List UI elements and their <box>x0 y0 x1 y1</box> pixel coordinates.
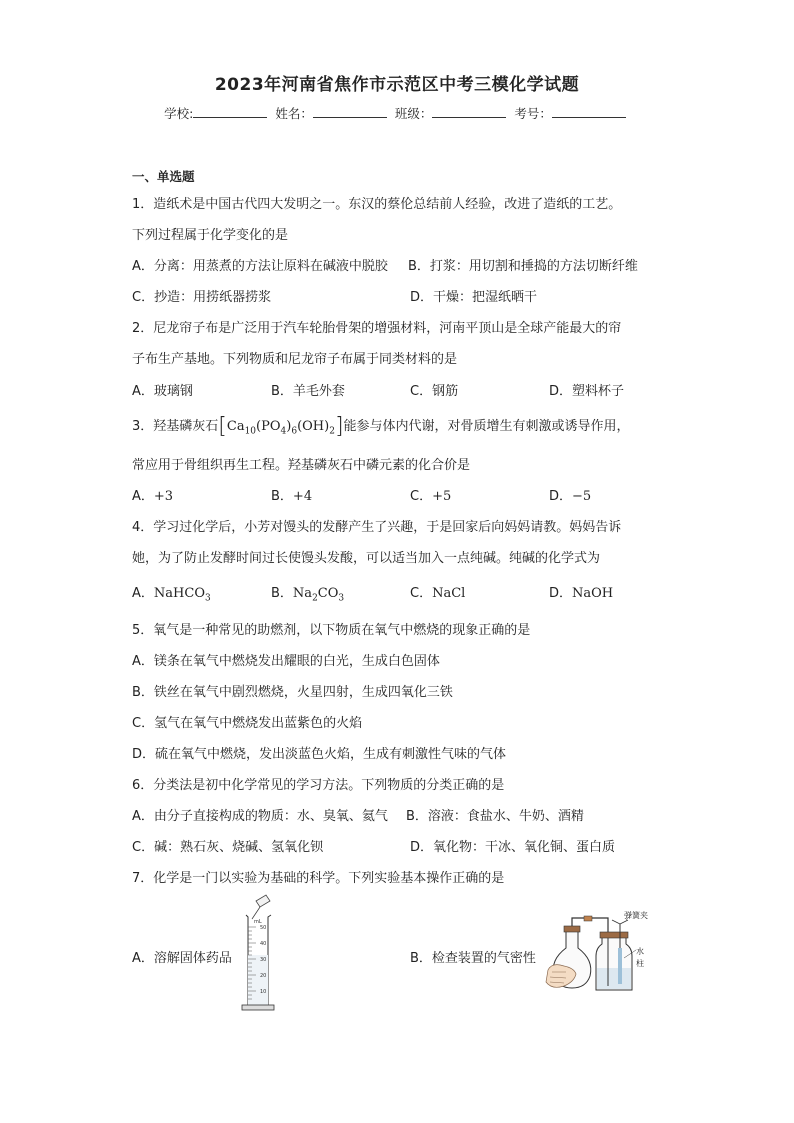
right-stopper <box>600 932 628 938</box>
q4-option-d[interactable] <box>549 582 613 601</box>
formula-oh-sub: 2 <box>329 426 335 437</box>
q3-prefix: 3．羟基磷灰石 <box>132 419 219 434</box>
q7-option-b[interactable]: B．检查装置的气密性 <box>410 951 536 966</box>
q3-b-value: +4 <box>292 489 313 504</box>
q6-option-c[interactable]: C．碱：熟石灰、烧碱、氢氧化钡 <box>132 840 324 855</box>
q5-stem: 5．氧气是一种常见的助燃剂，以下物质在氧气中燃烧的现象正确的是 <box>132 623 531 638</box>
right-bracket: ] <box>334 414 344 439</box>
funnel-top <box>612 920 628 924</box>
q3-c-label: C． <box>410 489 433 504</box>
q6-option-d[interactable]: D．氧化物：干冰、氧化铜、蛋白质 <box>410 840 616 855</box>
q2-option-a[interactable]: A．玻璃钢 <box>132 384 193 399</box>
class-blank[interactable] <box>432 105 506 118</box>
q4-a-formula <box>153 586 211 604</box>
q7-option-a[interactable]: A．溶解固体药品 <box>132 951 232 966</box>
q6-option-b[interactable]: B．溶液：食盐水、牛奶、酒精 <box>406 809 584 824</box>
q3-d-label: D． <box>549 489 573 504</box>
student-info-row <box>0 104 794 122</box>
q4-b-sub1: 2 <box>312 593 318 604</box>
formula-po: (PO <box>256 419 281 434</box>
exam-no-label: 考号： <box>514 106 552 121</box>
q2-option-c[interactable]: C．钢筋 <box>410 384 459 399</box>
q4-option-a[interactable] <box>132 582 211 604</box>
page-title: 2023年河南省焦作市示范区中考三模化学试题 <box>214 75 580 95</box>
q3-a-value: +3 <box>153 489 174 504</box>
formula-oh: (OH) <box>297 419 330 434</box>
section-heading: 一、单选题 <box>132 169 195 184</box>
cylinder-tick-40: 40 <box>260 941 267 947</box>
exam-no-blank[interactable] <box>552 105 626 118</box>
water-label: 水 <box>636 947 644 956</box>
q4-a-main: NaHCO <box>153 586 205 601</box>
q4-d-label: D． <box>549 586 573 601</box>
q2-option-b[interactable]: B．羊毛外套 <box>271 384 345 399</box>
q2-stem-line2: 子布生产基地。下列物质和尼龙帘子布属于同类材料的是 <box>132 352 458 367</box>
q1-option-b[interactable]: B．打浆：用切割和捶捣的方法切断纤维 <box>408 259 638 274</box>
q1-stem-line2: 下列过程属于化学变化的是 <box>132 228 289 243</box>
q4-c-label: C． <box>410 586 433 601</box>
q3-b-label: B． <box>271 489 293 504</box>
q3-option-d[interactable] <box>549 485 591 504</box>
q4-option-b[interactable] <box>271 582 344 604</box>
airtightness-apparatus-illustration <box>544 908 660 998</box>
q3-stem-line1 <box>132 414 630 439</box>
spring-clip-icon <box>584 916 592 921</box>
q2-stem-line1: 2．尼龙帘子布是广泛用于汽车轮胎骨架的增强材料，河南平顶山是全球产能最大的帘 <box>132 321 622 336</box>
q7-stem: 7．化学是一门以实验为基础的科学。下列实验基本操作正确的是 <box>132 871 505 886</box>
bottle-water <box>597 968 631 989</box>
paper-spatula-icon <box>256 895 270 907</box>
q5-option-c[interactable]: C．氢气在氧气中燃烧发出蓝紫色的火焰 <box>132 716 363 731</box>
name-label: 姓名： <box>275 106 313 121</box>
q3-a-label: A． <box>132 489 154 504</box>
school-label: 学校: <box>164 106 194 121</box>
column-label: 柱 <box>636 959 644 968</box>
formula-ca-sub: 10 <box>244 426 257 437</box>
graduated-cylinder-illustration <box>238 893 282 1015</box>
q3-c-value: +5 <box>432 489 452 504</box>
q6-stem: 6．分类法是初中化学常见的学习方法。下列物质的分类正确的是 <box>132 778 505 793</box>
q3-option-b[interactable] <box>271 485 312 504</box>
cylinder-unit: mL <box>254 919 262 925</box>
water-column <box>618 948 622 984</box>
formula-po-close: ) <box>286 419 292 434</box>
cylinder-base <box>242 1005 274 1010</box>
q4-b-co: CO <box>317 586 339 601</box>
cylinder-tick-50: 50 <box>260 925 267 931</box>
q1-option-a[interactable]: A．分离：用蒸煮的方法让原料在碱液中脱胶 <box>132 259 388 274</box>
q4-b-na: Na <box>292 586 313 601</box>
q4-option-c[interactable] <box>410 582 465 601</box>
q6-option-a[interactable]: A．由分子直接构成的物质：水、臭氧、氦气 <box>132 809 388 824</box>
q1-option-d[interactable]: D．干燥：把湿纸晒干 <box>410 290 538 305</box>
q3-suffix: 能参与体内代谢，对骨质增生有刺激或诱导作用， <box>343 419 630 434</box>
formula-po-sub: 4 <box>280 426 287 437</box>
cylinder-tick-30: 30 <box>260 957 267 963</box>
q3-d-value: −5 <box>572 489 592 504</box>
q4-a-sub: 3 <box>204 593 211 604</box>
q4-stem-line2: 她，为了防止发酵时间过长使馒头发酸，可以适当加入一点纯碱。纯碱的化学式为 <box>132 551 601 566</box>
q4-b-sub2: 3 <box>338 593 345 604</box>
school-blank[interactable] <box>193 105 267 118</box>
q4-c-value: NaCl <box>432 586 466 601</box>
q4-b-formula <box>292 586 345 604</box>
q1-stem-line1: 1．造纸术是中国古代四大发明之一。东汉的蔡伦总结前人经验，改进了造纸的工艺。 <box>132 197 622 212</box>
q4-b-label: B． <box>271 586 293 601</box>
q5-option-a[interactable]: A．镁条在氧气中燃烧发出耀眼的白光，生成白色固体 <box>132 654 440 669</box>
q5-option-d[interactable]: D．硫在氧气中燃烧，发出淡蓝色火焰，生成有刺激性气味的气体 <box>132 747 507 762</box>
cylinder-tick-10: 10 <box>260 989 267 995</box>
left-bracket: [ <box>218 414 227 439</box>
q4-a-label: A． <box>132 586 154 601</box>
formula-ca: Ca <box>226 419 245 434</box>
q3-formula <box>226 419 335 437</box>
spatula-handle <box>252 907 260 919</box>
cylinder-tick-20: 20 <box>260 973 267 979</box>
q3-option-c[interactable] <box>410 485 451 504</box>
left-stopper <box>564 926 580 932</box>
q2-option-d[interactable]: D．塑料杯子 <box>549 384 625 399</box>
q1-option-c[interactable]: C．抄造：用捞纸器捞浆 <box>132 290 272 305</box>
formula-po-n: 6 <box>291 426 298 437</box>
q4-stem-line1: 4．学习过化学后，小芳对馒头的发酵产生了兴趣，于是回家后向妈妈请教。妈妈告诉 <box>132 520 622 535</box>
spring-clip-label: 弹簧夹 <box>624 911 648 920</box>
name-blank[interactable] <box>313 105 387 118</box>
q3-option-a[interactable] <box>132 485 173 504</box>
q3-stem-line2: 常应用于骨组织再生工程。羟基磷灰石中磷元素的化合价是 <box>132 458 471 473</box>
class-label: 班级： <box>394 106 433 121</box>
q4-d-value: NaOH <box>572 586 614 601</box>
q5-option-b[interactable]: B．铁丝在氧气中剧烈燃烧，火星四射，生成四氧化三铁 <box>132 685 453 700</box>
